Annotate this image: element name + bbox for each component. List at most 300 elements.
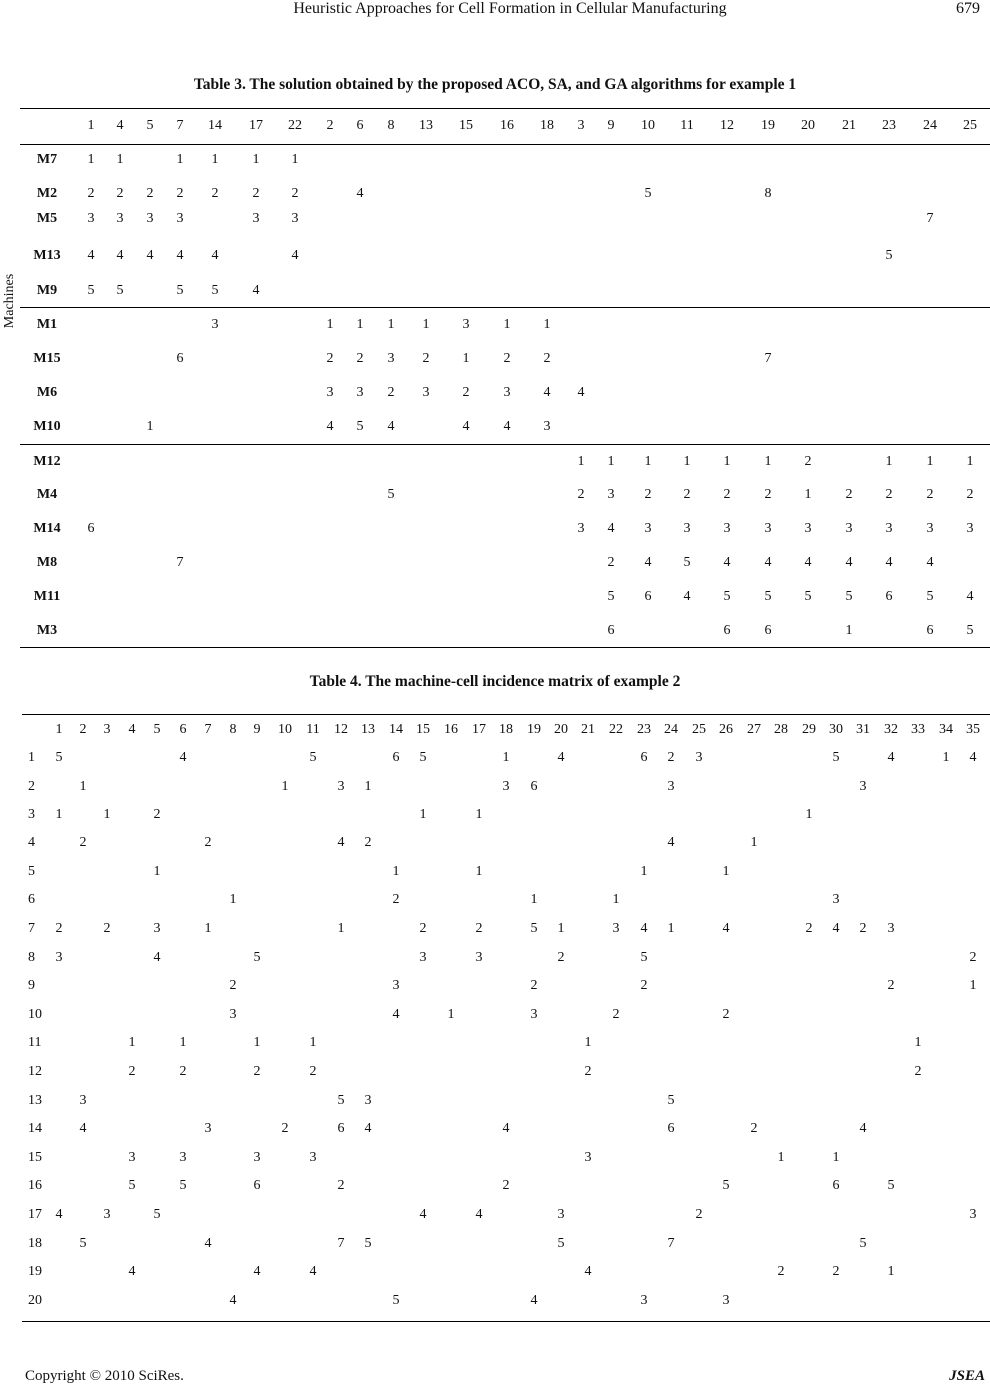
table3-cell: 2 bbox=[723, 487, 731, 502]
table3-cell: 2 bbox=[87, 186, 95, 201]
table4-cell: 4 bbox=[364, 1121, 372, 1136]
table4-cell: 4 bbox=[253, 1264, 261, 1279]
table4-column-header: 27 bbox=[747, 722, 761, 737]
table4-cell: 4 bbox=[128, 1264, 136, 1279]
table3-cell: 1 bbox=[462, 351, 470, 366]
table3-column-header: 23 bbox=[882, 118, 896, 133]
table3-cell: 2 bbox=[804, 454, 812, 469]
table4-column-header: 33 bbox=[911, 722, 925, 737]
table4-column-header: 1 bbox=[55, 722, 63, 737]
table4-cell: 3 bbox=[419, 950, 427, 965]
table3-cell: 3 bbox=[291, 211, 299, 226]
table4-column-header: 14 bbox=[389, 722, 403, 737]
table3-cell: 2 bbox=[387, 385, 395, 400]
table4-cell: 3 bbox=[640, 1293, 648, 1308]
machines-axis-label: Machines bbox=[2, 273, 17, 329]
table4-cell: 3 bbox=[55, 950, 63, 965]
table3-header-rule bbox=[20, 144, 990, 145]
table3-cell: 4 bbox=[845, 555, 853, 570]
table4-column-header: 29 bbox=[802, 722, 816, 737]
table4-column-header: 28 bbox=[774, 722, 788, 737]
table4-row-label: 10 bbox=[28, 1007, 42, 1022]
table3-row-label: M5 bbox=[36, 211, 58, 226]
table3-cell: 2 bbox=[291, 186, 299, 201]
table4-row-label: 5 bbox=[28, 864, 35, 879]
table4-cell: 1 bbox=[777, 1150, 785, 1165]
table4-column-header: 24 bbox=[664, 722, 678, 737]
table3-cell: 1 bbox=[966, 454, 974, 469]
table3-cell: 4 bbox=[356, 186, 364, 201]
table4-cell: 2 bbox=[253, 1064, 261, 1079]
table4-row-label: 16 bbox=[28, 1178, 42, 1193]
table3-column-header: 19 bbox=[761, 118, 775, 133]
table4-column-header: 6 bbox=[179, 722, 187, 737]
table4-cell: 3 bbox=[695, 750, 703, 765]
table3-column-header: 13 bbox=[419, 118, 433, 133]
table3-cell: 3 bbox=[252, 211, 260, 226]
table3-cell: 3 bbox=[966, 521, 974, 536]
table4-cell: 3 bbox=[667, 779, 675, 794]
table4-cell: 1 bbox=[832, 1150, 840, 1165]
table3-row-label: M11 bbox=[33, 589, 61, 604]
table4-cell: 4 bbox=[667, 835, 675, 850]
table4-cell: 2 bbox=[530, 978, 538, 993]
table4-cell: 3 bbox=[612, 921, 620, 936]
table3-column-header: 11 bbox=[680, 118, 694, 133]
table4-cell: 5 bbox=[722, 1178, 730, 1193]
table3-cell: 2 bbox=[966, 487, 974, 502]
table3-cell: 4 bbox=[764, 555, 772, 570]
table4-cell: 2 bbox=[337, 1178, 345, 1193]
table4-cell: 3 bbox=[179, 1150, 187, 1165]
table4-cell: 2 bbox=[805, 921, 813, 936]
table3-cell: 5 bbox=[723, 589, 731, 604]
table4-cell: 1 bbox=[128, 1035, 136, 1050]
journal-name: JSEA bbox=[949, 1368, 985, 1384]
table4-row-label: 13 bbox=[28, 1093, 42, 1108]
table4-caption: Table 4. The machine-cell incidence matrix of example 2 bbox=[309, 673, 681, 690]
table3-column-header: 18 bbox=[540, 118, 554, 133]
table3-cell: 4 bbox=[543, 385, 551, 400]
table4-cell: 1 bbox=[640, 864, 648, 879]
table4-cell: 3 bbox=[204, 1121, 212, 1136]
table4-cell: 3 bbox=[153, 921, 161, 936]
table4-cell: 3 bbox=[502, 779, 510, 794]
table3-cell: 3 bbox=[845, 521, 853, 536]
table4-column-header: 5 bbox=[153, 722, 161, 737]
table4-cell: 2 bbox=[557, 950, 565, 965]
table4-cell: 4 bbox=[530, 1293, 538, 1308]
table4-cell: 3 bbox=[364, 1093, 372, 1108]
table3-cell: 2 bbox=[462, 385, 470, 400]
table3-column-header: 7 bbox=[176, 118, 184, 133]
table4-cell: 2 bbox=[640, 978, 648, 993]
table3-cell: 2 bbox=[577, 487, 585, 502]
table3-row-label: M7 bbox=[36, 152, 58, 167]
table3-bottom-rule bbox=[20, 647, 990, 648]
table4-cell: 2 bbox=[364, 835, 372, 850]
table3-cell: 5 bbox=[116, 283, 124, 298]
table3-row-label: M8 bbox=[36, 555, 58, 570]
table4-column-header: 18 bbox=[499, 722, 513, 737]
table3-cell2-rule bbox=[20, 444, 990, 445]
table4-column-header: 23 bbox=[637, 722, 651, 737]
table3-cell: 3 bbox=[87, 211, 95, 226]
table4-row-label: 20 bbox=[28, 1293, 42, 1308]
table3-cell: 6 bbox=[644, 589, 652, 604]
table3-cell: 1 bbox=[845, 623, 853, 638]
table3-cell: 1 bbox=[116, 152, 124, 167]
table4-cell: 5 bbox=[253, 950, 261, 965]
table3-cell: 2 bbox=[607, 555, 615, 570]
table4-cell: 1 bbox=[281, 779, 289, 794]
table3-cell: 4 bbox=[462, 419, 470, 434]
table3-cell: 4 bbox=[966, 589, 974, 604]
table4-cell: 5 bbox=[640, 950, 648, 965]
table4-cell: 5 bbox=[557, 1236, 565, 1251]
table4-cell: 3 bbox=[859, 779, 867, 794]
table3-cell: 5 bbox=[387, 487, 395, 502]
table4-cell: 2 bbox=[777, 1264, 785, 1279]
table4-cell: 1 bbox=[887, 1264, 895, 1279]
table4-cell: 5 bbox=[179, 1178, 187, 1193]
table3-cell: 2 bbox=[644, 487, 652, 502]
table3-cell: 6 bbox=[723, 623, 731, 638]
table3-cell: 4 bbox=[644, 555, 652, 570]
table3-cell: 1 bbox=[176, 152, 184, 167]
table4-column-header: 19 bbox=[527, 722, 541, 737]
table4-cell: 3 bbox=[128, 1150, 136, 1165]
table3-cell: 3 bbox=[723, 521, 731, 536]
table4-cell: 1 bbox=[153, 864, 161, 879]
table4-column-header: 11 bbox=[306, 722, 320, 737]
table3-cell: 7 bbox=[764, 351, 772, 366]
table3-cell: 3 bbox=[326, 385, 334, 400]
table3-cell: 3 bbox=[116, 211, 124, 226]
table3-row-label: M4 bbox=[36, 487, 58, 502]
table4-column-header: 31 bbox=[856, 722, 870, 737]
table4-row-label: 8 bbox=[28, 950, 35, 965]
table3-cell: 3 bbox=[577, 521, 585, 536]
table3-cell: 7 bbox=[176, 555, 184, 570]
table3-cell: 1 bbox=[252, 152, 260, 167]
table3-cell: 1 bbox=[644, 454, 652, 469]
table3-cell: 6 bbox=[926, 623, 934, 638]
table3-cell: 5 bbox=[211, 283, 219, 298]
table4-cell: 1 bbox=[475, 807, 483, 822]
table4-cell: 1 bbox=[557, 921, 565, 936]
table4-cell: 4 bbox=[475, 1207, 483, 1222]
table3-column-header: 5 bbox=[146, 118, 154, 133]
table4-cell: 2 bbox=[722, 1007, 730, 1022]
table4-cell: 4 bbox=[229, 1293, 237, 1308]
table4-cell: 7 bbox=[337, 1236, 345, 1251]
running-title: Heuristic Approaches for Cell Formation in Cellular Manufacturing bbox=[293, 0, 727, 17]
table3-cell: 3 bbox=[607, 487, 615, 502]
table4-column-header: 16 bbox=[444, 722, 458, 737]
table3-cell: 4 bbox=[387, 419, 395, 434]
table4-cell: 5 bbox=[55, 750, 63, 765]
table3-cell: 2 bbox=[845, 487, 853, 502]
table4-cell: 6 bbox=[253, 1178, 261, 1193]
table4-cell: 5 bbox=[859, 1236, 867, 1251]
table3-column-header: 10 bbox=[641, 118, 655, 133]
table3-column-header: 20 bbox=[801, 118, 815, 133]
table3-row-label: M2 bbox=[36, 186, 58, 201]
table3-cell: 6 bbox=[885, 589, 893, 604]
table4-cell: 1 bbox=[419, 807, 427, 822]
table4-cell: 4 bbox=[722, 921, 730, 936]
table3-row-label: M3 bbox=[36, 623, 58, 638]
table4-cell: 1 bbox=[502, 750, 510, 765]
table3-cell: 1 bbox=[607, 454, 615, 469]
table4-cell: 2 bbox=[153, 807, 161, 822]
table4-cell: 3 bbox=[557, 1207, 565, 1222]
table4-column-header: 22 bbox=[609, 722, 623, 737]
table3-cell: 5 bbox=[926, 589, 934, 604]
table3-cell: 1 bbox=[211, 152, 219, 167]
table3-cell: 4 bbox=[176, 248, 184, 263]
table4-cell: 2 bbox=[695, 1207, 703, 1222]
table3-column-header: 1 bbox=[87, 118, 95, 133]
table3-cell: 1 bbox=[885, 454, 893, 469]
table3-cell: 7 bbox=[926, 211, 934, 226]
running-header bbox=[0, 0, 990, 24]
table3-column-header: 21 bbox=[842, 118, 856, 133]
table3-cell: 2 bbox=[252, 186, 260, 201]
table3-cell: 2 bbox=[422, 351, 430, 366]
table4-cell: 5 bbox=[128, 1178, 136, 1193]
table4-row-label: 2 bbox=[28, 779, 35, 794]
table3-cell: 3 bbox=[543, 419, 551, 434]
table3-cell: 3 bbox=[356, 385, 364, 400]
table3-cell: 3 bbox=[683, 521, 691, 536]
table4-row-label: 7 bbox=[28, 921, 35, 936]
table4-cell: 1 bbox=[179, 1035, 187, 1050]
table3-cell: 1 bbox=[291, 152, 299, 167]
table4-cell: 1 bbox=[55, 807, 63, 822]
table4-cell: 3 bbox=[392, 978, 400, 993]
table3-cell: 2 bbox=[885, 487, 893, 502]
table4-cell: 3 bbox=[475, 950, 483, 965]
table4-cell: 2 bbox=[204, 835, 212, 850]
table4-row-label: 1 bbox=[28, 750, 35, 765]
table3-cell: 1 bbox=[503, 317, 511, 332]
table3-cell: 4 bbox=[252, 283, 260, 298]
table4-cell: 5 bbox=[337, 1093, 345, 1108]
table3-cell: 3 bbox=[422, 385, 430, 400]
table4-column-header: 17 bbox=[472, 722, 486, 737]
table3-cell: 1 bbox=[764, 454, 772, 469]
table4-cell: 2 bbox=[502, 1178, 510, 1193]
table4-cell: 3 bbox=[722, 1293, 730, 1308]
table3-cell: 3 bbox=[211, 317, 219, 332]
table4-column-header: 7 bbox=[204, 722, 212, 737]
table4-cell: 6 bbox=[832, 1178, 840, 1193]
table3-cell: 3 bbox=[885, 521, 893, 536]
table3-cell: 4 bbox=[926, 555, 934, 570]
table4-column-header: 10 bbox=[278, 722, 292, 737]
table3-cell: 5 bbox=[966, 623, 974, 638]
table3-cell: 3 bbox=[804, 521, 812, 536]
table4-cell: 5 bbox=[832, 750, 840, 765]
table4-column-header: 26 bbox=[719, 722, 733, 737]
table4-cell: 1 bbox=[612, 892, 620, 907]
table3-cell: 1 bbox=[723, 454, 731, 469]
table3-cell: 5 bbox=[683, 555, 691, 570]
table4-top-rule bbox=[22, 714, 990, 715]
table3-row-label: M13 bbox=[33, 248, 61, 263]
table4-cell: 4 bbox=[153, 950, 161, 965]
table4-row-label: 14 bbox=[28, 1121, 42, 1136]
table4-cell: 7 bbox=[667, 1236, 675, 1251]
table3-cell: 6 bbox=[176, 351, 184, 366]
table3-cell: 2 bbox=[683, 487, 691, 502]
table4-cell: 2 bbox=[750, 1121, 758, 1136]
table3-cell: 4 bbox=[291, 248, 299, 263]
table4-cell: 4 bbox=[204, 1236, 212, 1251]
table3-cell: 2 bbox=[543, 351, 551, 366]
table3-cell: 2 bbox=[764, 487, 772, 502]
table4-column-header: 21 bbox=[581, 722, 595, 737]
table4-cell: 1 bbox=[103, 807, 111, 822]
table4-cell: 4 bbox=[832, 921, 840, 936]
table4-cell: 5 bbox=[530, 921, 538, 936]
table4-cell: 6 bbox=[530, 779, 538, 794]
table4-cell: 1 bbox=[750, 835, 758, 850]
table3-cell: 5 bbox=[607, 589, 615, 604]
table3-row-label: M12 bbox=[33, 454, 61, 469]
table3-cell1-rule bbox=[20, 307, 990, 308]
table4-cell: 3 bbox=[887, 921, 895, 936]
copyright-notice: Copyright © 2010 SciRes. bbox=[25, 1368, 184, 1384]
page-number: 679 bbox=[956, 0, 980, 17]
table3-cell: 3 bbox=[146, 211, 154, 226]
table4-cell: 4 bbox=[584, 1264, 592, 1279]
table3-cell: 3 bbox=[926, 521, 934, 536]
table4-cell: 2 bbox=[128, 1064, 136, 1079]
table4-row-label: 11 bbox=[28, 1035, 42, 1050]
table4-column-header: 32 bbox=[884, 722, 898, 737]
table4-cell: 1 bbox=[805, 807, 813, 822]
table4-cell: 4 bbox=[309, 1264, 317, 1279]
table4-cell: 5 bbox=[79, 1236, 87, 1251]
table3-cell: 2 bbox=[146, 186, 154, 201]
table4-cell: 6 bbox=[392, 750, 400, 765]
table4-column-header: 30 bbox=[829, 722, 843, 737]
table3-cell: 1 bbox=[543, 317, 551, 332]
table4-row-label: 17 bbox=[28, 1207, 42, 1222]
table3-cell: 3 bbox=[462, 317, 470, 332]
table4-cell: 4 bbox=[969, 750, 977, 765]
table4-cell: 5 bbox=[419, 750, 427, 765]
table4-cell: 2 bbox=[103, 921, 111, 936]
table3-cell: 3 bbox=[764, 521, 772, 536]
table4-cell: 1 bbox=[914, 1035, 922, 1050]
table4-cell: 3 bbox=[229, 1007, 237, 1022]
table4-column-header: 34 bbox=[939, 722, 953, 737]
table4-column-header: 2 bbox=[79, 722, 87, 737]
table4-cell: 4 bbox=[640, 921, 648, 936]
table4-cell: 4 bbox=[859, 1121, 867, 1136]
table3-cell: 1 bbox=[387, 317, 395, 332]
table4-cell: 6 bbox=[640, 750, 648, 765]
table3-column-header: 22 bbox=[288, 118, 302, 133]
table4-cell: 4 bbox=[887, 750, 895, 765]
table4-cell: 1 bbox=[942, 750, 950, 765]
table4-cell: 2 bbox=[969, 950, 977, 965]
table3-column-header: 12 bbox=[720, 118, 734, 133]
table3-column-header: 16 bbox=[500, 118, 514, 133]
table4-column-header: 25 bbox=[692, 722, 706, 737]
table4-row-label: 9 bbox=[28, 978, 35, 993]
table3-row-label: M14 bbox=[33, 521, 61, 536]
table4-cell: 1 bbox=[204, 921, 212, 936]
table3-cell: 4 bbox=[116, 248, 124, 263]
table3-cell: 2 bbox=[356, 351, 364, 366]
table4-cell: 6 bbox=[337, 1121, 345, 1136]
table3-cell: 2 bbox=[211, 186, 219, 201]
table4-row-label: 12 bbox=[28, 1064, 42, 1079]
table4-cell: 2 bbox=[887, 978, 895, 993]
table4-column-header: 9 bbox=[253, 722, 261, 737]
table4-cell: 1 bbox=[79, 779, 87, 794]
table3-cell: 1 bbox=[326, 317, 334, 332]
table4-row-label: 6 bbox=[28, 892, 35, 907]
table3-row-label: M10 bbox=[33, 419, 61, 434]
table4-column-header: 3 bbox=[103, 722, 111, 737]
table3-cell: 4 bbox=[146, 248, 154, 263]
table4-cell: 4 bbox=[79, 1121, 87, 1136]
table4-cell: 3 bbox=[103, 1207, 111, 1222]
table4-cell: 3 bbox=[309, 1150, 317, 1165]
table3-cell: 4 bbox=[211, 248, 219, 263]
table4-cell: 3 bbox=[253, 1150, 261, 1165]
table3-column-header: 8 bbox=[387, 118, 395, 133]
table3-row-label: M1 bbox=[36, 317, 58, 332]
table4-cell: 1 bbox=[475, 864, 483, 879]
table3-caption: Table 3. The solution obtained by the proposed ACO, SA, and GA algorithms for example 1 bbox=[193, 76, 797, 93]
table3-cell: 3 bbox=[387, 351, 395, 366]
table4-cell: 4 bbox=[337, 835, 345, 850]
table4-row-label: 3 bbox=[28, 807, 35, 822]
table4-cell: 5 bbox=[667, 1093, 675, 1108]
table4-bottom-rule bbox=[22, 1321, 990, 1322]
table3-cell: 4 bbox=[503, 419, 511, 434]
table4-cell: 3 bbox=[832, 892, 840, 907]
table4-cell: 2 bbox=[914, 1064, 922, 1079]
table3-cell: 5 bbox=[87, 283, 95, 298]
table3-cell: 3 bbox=[644, 521, 652, 536]
table3-cell: 1 bbox=[422, 317, 430, 332]
table3-cell: 8 bbox=[764, 186, 772, 201]
table4-cell: 5 bbox=[887, 1178, 895, 1193]
table4-row-label: 15 bbox=[28, 1150, 42, 1165]
table4-cell: 5 bbox=[364, 1236, 372, 1251]
table3-cell: 6 bbox=[87, 521, 95, 536]
table4-column-header: 4 bbox=[128, 722, 136, 737]
table4-cell: 2 bbox=[281, 1121, 289, 1136]
table3-cell: 1 bbox=[577, 454, 585, 469]
table4-cell: 4 bbox=[557, 750, 565, 765]
table4-row-label: 4 bbox=[28, 835, 35, 850]
table4-row-label: 19 bbox=[28, 1264, 42, 1279]
table4-cell: 1 bbox=[337, 921, 345, 936]
table3-row-label: M15 bbox=[33, 351, 61, 366]
table4-cell: 5 bbox=[392, 1293, 400, 1308]
table3-column-header: 6 bbox=[356, 118, 364, 133]
table4-column-header: 13 bbox=[361, 722, 375, 737]
